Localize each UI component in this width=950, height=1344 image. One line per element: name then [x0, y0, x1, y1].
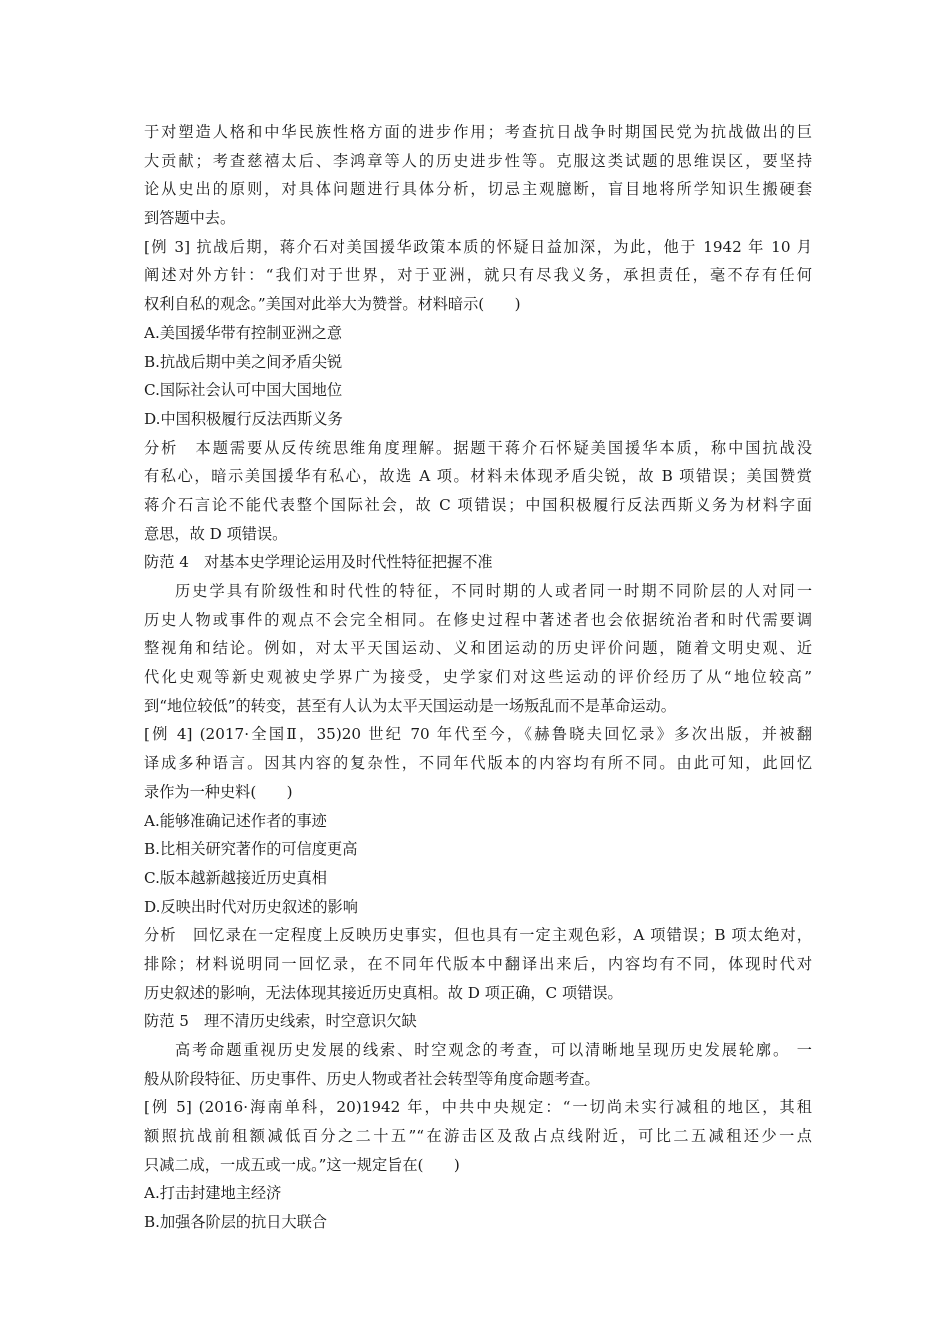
text-line: 历史人物或事件的观点不会完全相同。在修史过程中著述者也会依据统治者和时代需要调 — [144, 610, 812, 629]
text-line: 历史叙述的影响，无法体现其接近历史真相。故 D 项正确，C 项错误。 — [144, 983, 623, 1002]
text-line: 阐述对外方针：“我们对于世界，对于亚洲，就只有尽我义务，承担责任，毫不存有任何 — [144, 266, 812, 285]
text-line: 分析 回忆录在一定程度上反映历史事实，但也具有一定主观色彩，A 项错误；B 项太绝对， — [144, 926, 812, 945]
text-line: C.国际社会认可中国大国地位 — [144, 381, 343, 400]
text-line: 高考命题重视历史发展的线索、时空观念的考查，可以清晰地呈现历史发展轮廓。 一 — [175, 1041, 812, 1059]
text-line: 大贡献；考查慈禧太后、李鸿章等人的历史进步性等。克服这类试题的思维误区，要坚持 — [144, 151, 812, 170]
text-line: B.比相关研究著作的可信度更高 — [144, 840, 358, 859]
document-body — [144, 118, 812, 1237]
text-line: 于对塑造人格和中华民族性格方面的进步作用；考查抗日战争时期国民党为抗战做出的巨 — [144, 123, 812, 141]
text-line: 额照抗战前租额减低百分之二十五”“在游击区及敌占点线附近，可比二五减租还少一点 — [144, 1127, 812, 1146]
text-line: D.中国积极履行反法西斯义务 — [144, 409, 343, 428]
text-line: 到“地位较低”的转变，甚至有人认为太平天国运动是一场叛乱而不是革命运动。 — [144, 696, 676, 715]
text-line: 录作为一种史料( ) — [144, 782, 293, 801]
text-line: 有私心，暗示美国援华有私心，故选 A 项。材料未体现矛盾尖锐，故 B 项错误；美国赞赏 — [144, 467, 812, 486]
text-line: 到答题中去。 — [144, 209, 236, 228]
text-line: 排除；材料说明同一回忆录，在不同年代版本中翻译出来后，内容均有不同，体现时代对 — [144, 954, 812, 973]
text-line: D.反映出时代对历史叙述的影响 — [144, 897, 358, 916]
text-line: 整视角和结论。例如，对太平天国运动、义和团运动的历史评价问题，随着文明史观、近 — [144, 639, 812, 658]
text-line: B.抗战后期中美之间矛盾尖锐 — [144, 352, 343, 371]
text-line: [例 5] (2016·海南单科，20)1942 年，中共中央规定：“一切尚未实行减租的地区，其租 — [144, 1098, 812, 1117]
text-line: C.版本越新越接近历史真相 — [144, 868, 327, 887]
text-line: 意思，故 D 项错误。 — [144, 524, 288, 543]
text-line: 防范 4 对基本史学理论运用及时代性特征把握不准 — [144, 553, 493, 572]
text-line: A.能够准确记述作者的事迹 — [144, 811, 327, 830]
text-line: B.加强各阶层的抗日大联合 — [144, 1213, 328, 1232]
text-line: 防范 5 理不清历史线索，时空意识欠缺 — [144, 1012, 417, 1031]
text-line: 般从阶段特征、历史事件、历史人物或者社会转型等角度命题考查。 — [144, 1069, 600, 1088]
text-line: 蒋介石言论不能代表整个国际社会，故 C 项错误；中国积极履行反法西斯义务为材料字面 — [144, 495, 812, 514]
text-line: 只减二成，一成五或一成。”这一规定旨在( ) — [144, 1155, 460, 1174]
text-line: [例 3] 抗战后期，蒋介石对美国援华政策本质的怀疑日益加深，为此，他于 1942 年 10 月 — [144, 237, 812, 256]
text-line: A.美国援华带有控制亚洲之意 — [144, 323, 343, 342]
text-line: [例 4] (2017·全国Ⅱ，35)20 世纪 70 年代至今，《赫鲁晓夫回忆录》多次出版，并被翻 — [144, 725, 812, 744]
text-line: 译成多种语言。因其内容的复杂性，不同年代版本的内容均有所不同。由此可知，此回忆 — [144, 754, 812, 773]
text-line: 代化史观等新史观被史学界广为接受，史学家们对这些运动的评价经历了从“地位较高” — [144, 668, 812, 687]
text-line: 论从史出的原则，对具体问题进行具体分析，切忌主观臆断，盲目地将所学知识生搬硬套 — [144, 180, 812, 199]
text-line: 分析 本题需要从反传统思维角度理解。据题干蒋介石怀疑美国援华本质，称中国抗战没 — [144, 438, 812, 457]
text-line: 历史学具有阶级性和时代性的特征，不同时期的人或者同一时期不同阶层的人对同一 — [175, 582, 812, 600]
text-line: A.打击封建地主经济 — [144, 1184, 282, 1203]
text-line: 权利自私的观念。”美国对此举大为赞誉。材料暗示( ) — [144, 295, 521, 314]
